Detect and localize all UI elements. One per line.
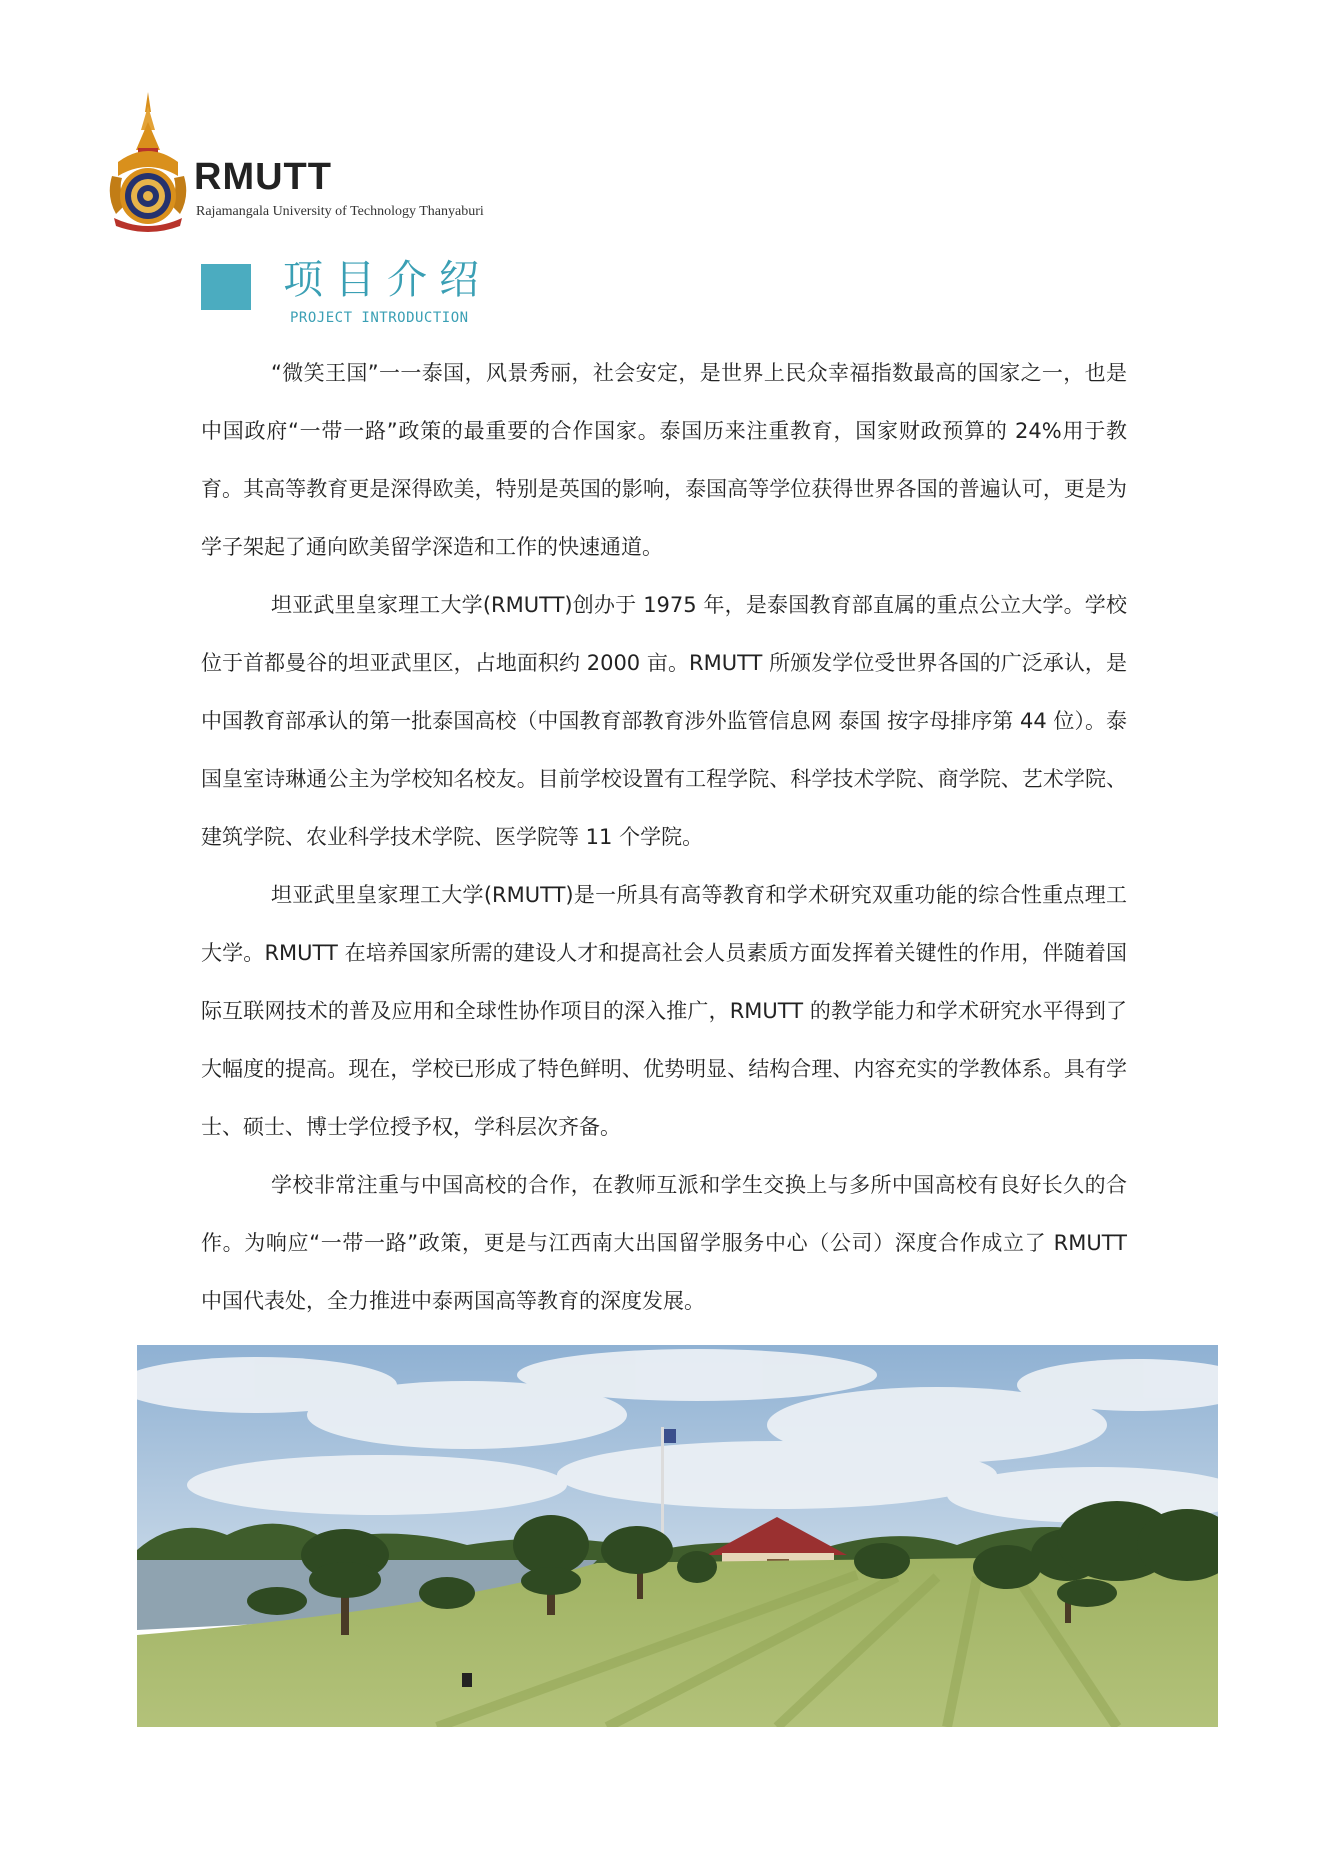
paragraph-history: 坦亚武里皇家理工大学(RMUTT)创办于 1975 年，是泰国教育部直属的重点公立大学。学校位于首都曼谷的坦亚武里区，占地面积约 2000 亩。RMUTT 所颁发学位受世界各国的广泛承认，是中国教育部承认的第一批泰国高校（中国教育部教育涉外监管信息网 泰国 按字母排序第 44 位）。泰国皇室诗琳通公主为学校知名校友。目前学校设置有工程学院、科学技术学院、商学院、艺术学院、建筑学院、农业科学技术学院、医学院等 11 个学院。 — [201, 593, 1127, 849]
section-subtitle: PROJECT INTRODUCTION — [290, 310, 469, 326]
paragraph-mission: 坦亚武里皇家理工大学(RMUTT)是一所具有高等教育和学术研究双重功能的综合性重点理工大学。RMUTT 在培养国家所需的建设人才和提高社会人员素质方面发挥着关键性的作用，伴随着国际互联网技术的普及应用和全球性协作项目的深入推广，RMUTT 的教学能力和学术研究水平得到了大幅度的提高。现在，学校已形成了特色鲜明、优势明显、结构合理、内容充实的学教体系。具有学士、硕士、博士学位授予权，学科层次齐备。 — [201, 883, 1127, 1139]
section-marker-square — [201, 264, 251, 310]
campus-photo — [137, 1345, 1218, 1727]
rmutt-seal-icon — [108, 92, 188, 232]
paragraph-overview: “微笑王国”一一泰国，风景秀丽，社会安定，是世界上民众幸福指数最高的国家之一，也是中国政府“一带一路”政策的最重要的合作国家。泰国历来注重教育，国家财政预算的 24%用于教育。其高等教育更是深得欧美，特别是英国的影响，泰国高等学位获得世界各国的普遍认可，更是为学子架起了通向欧美留学深造和工作的快速通道。 — [201, 361, 1127, 559]
section-title: 项目介绍 — [283, 257, 491, 303]
brand-name: RMUTT — [194, 156, 332, 198]
intro-body — [201, 344, 1127, 1330]
university-logo — [108, 92, 508, 232]
brand-subtitle: Rajamangala University of Technology Thanyaburi — [196, 204, 484, 219]
paragraph-cooperation: 学校非常注重与中国高校的合作，在教师互派和学生交换上与多所中国高校有良好长久的合作。为响应“一带一路”政策，更是与江西南大出国留学服务中心（公司）深度合作成立了 RMUTT 中国代表处，全力推进中泰两国高等教育的深度发展。 — [201, 1173, 1127, 1313]
